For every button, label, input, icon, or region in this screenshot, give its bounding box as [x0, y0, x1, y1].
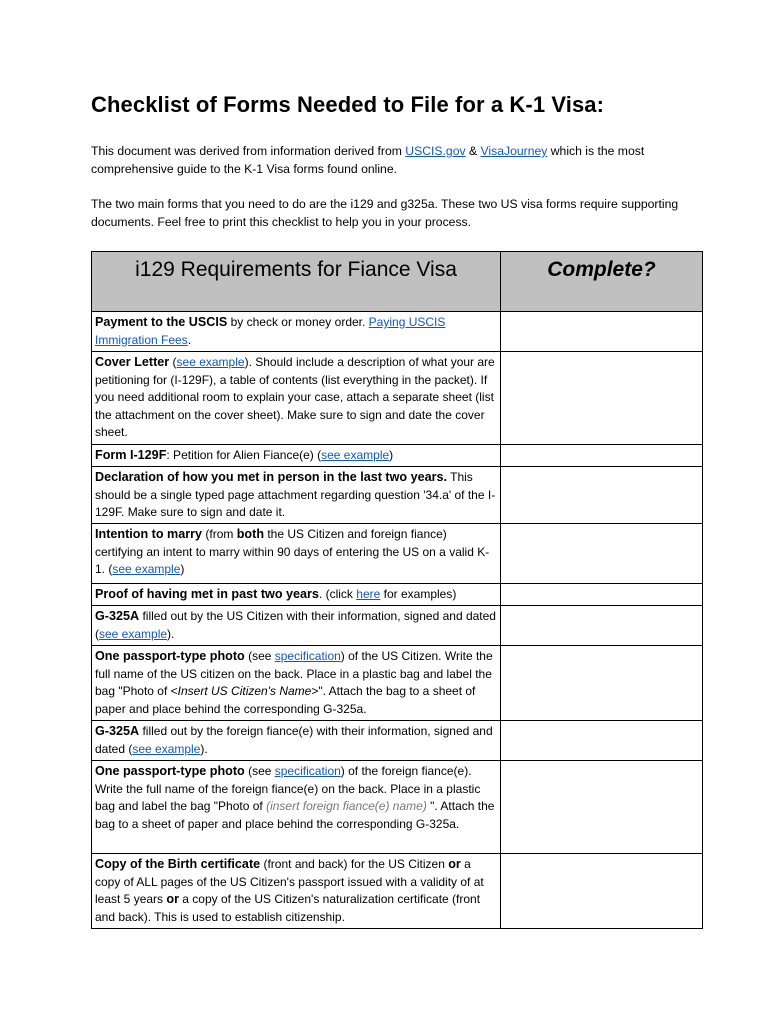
requirement-cell: One passport-type photo (see specification) of the US Citizen. Write the full name of the US citizen on the back. Place in a plastic bag and label the bag "Photo of <Insert US Citizen's Name>". Attach the bag to a sheet of paper and place behind the corresponding G-325a.: [92, 646, 501, 721]
complete-cell[interactable]: [501, 761, 703, 854]
page-title: Checklist of Forms Needed to File for a K-1 Visa:: [91, 92, 605, 117]
visajourney-link[interactable]: VisaJourney: [480, 144, 548, 158]
intro-paragraph-2: The two main forms that you need to do are the i129 and g325a. These two US visa forms require supporting documents. Feel free to print this checklist to help you in your process.: [91, 197, 679, 229]
complete-cell[interactable]: [501, 467, 703, 524]
requirement-cell: Intention to marry (from both the US Citizen and foreign fiance) certifying an intent to marry within 90 days of entering the US on a valid K-1. (see example): [92, 524, 501, 584]
complete-cell[interactable]: [501, 584, 703, 606]
requirement-cell: G-325A filled out by the foreign fiance(e) with their information, signed and dated (see example).: [92, 721, 501, 761]
see-example-link[interactable]: see example: [112, 562, 181, 577]
paying-fees-link[interactable]: Paying USCIS Immigration Fees: [95, 315, 446, 347]
requirements-table: [91, 251, 703, 929]
header-requirements: i129 Requirements for Fiance Visa: [92, 252, 501, 312]
see-example-link[interactable]: see example: [176, 355, 245, 369]
table-row: [92, 646, 703, 721]
see-example-link[interactable]: see example: [321, 448, 390, 462]
table-row: [92, 445, 703, 467]
table-row: [92, 467, 703, 524]
specification-link[interactable]: specification: [274, 764, 341, 778]
complete-cell[interactable]: [501, 606, 703, 646]
table-header-row: [92, 252, 703, 312]
table-row: [92, 524, 703, 584]
table-row: [92, 606, 703, 646]
complete-cell[interactable]: [501, 721, 703, 761]
see-example-link[interactable]: see example: [99, 626, 168, 641]
requirement-cell: Payment to the USCIS by check or money order. Paying USCIS Immigration Fees.: [92, 312, 501, 352]
complete-cell[interactable]: [501, 352, 703, 445]
see-example-link[interactable]: see example: [132, 741, 201, 756]
uscis-link[interactable]: USCIS.gov: [405, 144, 466, 158]
complete-cell[interactable]: [501, 445, 703, 467]
table-row: [92, 761, 703, 854]
requirement-cell: Declaration of how you met in person in the last two years. This should be a single typed page attachment regarding question '34.a' of the I-129F. Make sure to sign and date it.: [92, 467, 501, 524]
table-row: [92, 854, 703, 929]
header-complete: Complete?: [501, 252, 703, 312]
table-row: [92, 352, 703, 445]
table-row: [92, 584, 703, 606]
here-link[interactable]: here: [356, 587, 381, 601]
requirement-cell: Form I-129F: Petition for Alien Fiance(e) (see example): [92, 445, 501, 467]
table-row: [92, 312, 703, 352]
complete-cell[interactable]: [501, 854, 703, 929]
table-row: [92, 721, 703, 761]
requirement-cell: One passport-type photo (see specification) of the foreign fiance(e). Write the full name of the foreign fiance(e) on the back. Place in a plastic bag and label the bag "Photo of (insert foreign fiance(e) name) ". Attach the bag to a sheet of paper and place behind the corresponding G-325a.: [92, 761, 501, 854]
complete-cell[interactable]: [501, 646, 703, 721]
requirement-cell: Copy of the Birth certificate (front and back) for the US Citizen or a copy of ALL pages of the US Citizen's passport issued with a validity of at least 5 years or a copy of the US Citizen's naturalization certificate (front and back). This is used to establish citizenship.: [92, 854, 501, 929]
requirement-cell: Cover Letter (see example). Should include a description of what your are petitioning for (I-129F), a table of contents (list everything in the packet). If you need additional room to explain your case, attach a separate sheet (list the attachment on the cover sheet). Make sure to sign and date the cover sheet.: [92, 352, 501, 445]
requirement-cell: G-325A filled out by the US Citizen with their information, signed and dated (see example).: [92, 606, 501, 646]
complete-cell[interactable]: [501, 524, 703, 584]
specification-link[interactable]: specification: [274, 649, 341, 663]
intro-paragraph-1: This document was derived from information derived from USCIS.gov & VisaJourney which is the most comprehensive guide to the K-1 Visa forms found online.: [91, 144, 645, 176]
requirement-cell: Proof of having met in past two years. (click here for examples): [92, 584, 501, 606]
complete-cell[interactable]: [501, 312, 703, 352]
